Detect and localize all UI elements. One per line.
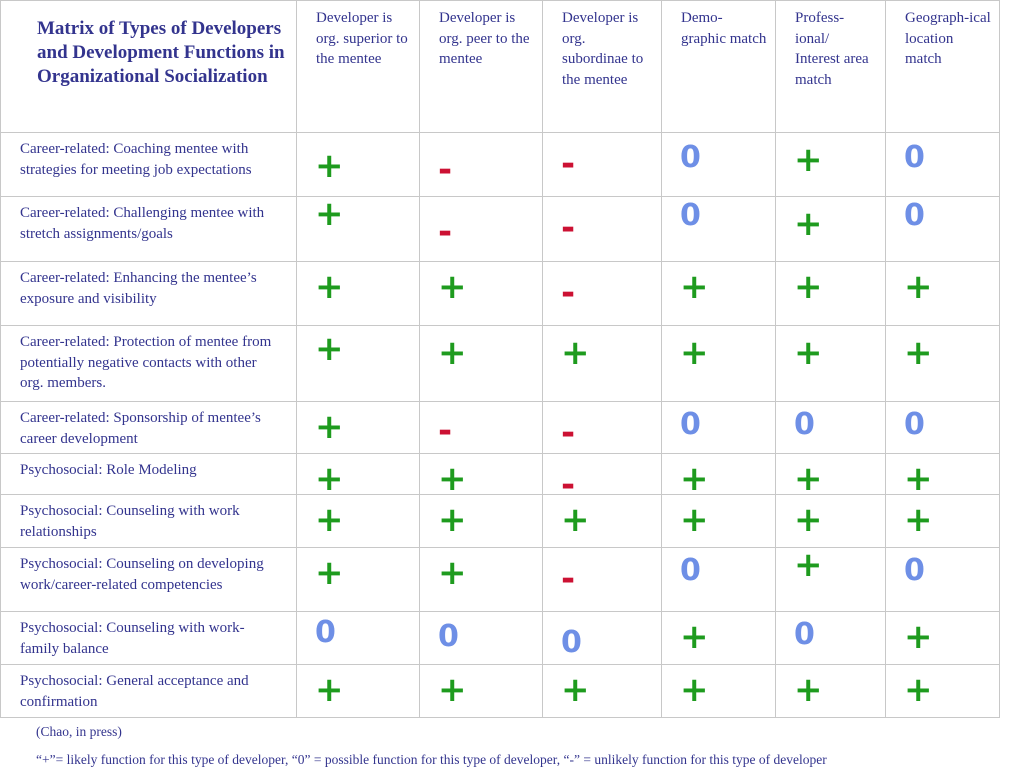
table-title: Matrix of Types of Developers and Development Functions in Organizational Socialization [1, 1, 297, 133]
rating-cell [543, 454, 662, 495]
possible-zero-mark: 0 [561, 625, 582, 660]
rating-cell [297, 454, 420, 495]
column-header: Profess-ional/ Interest area match [776, 1, 886, 133]
likely-plus-mark: + [561, 333, 590, 373]
rating-cell [662, 612, 776, 665]
row-label-cell [1, 548, 297, 612]
likely-plus-mark: + [794, 267, 823, 307]
likely-plus-mark: + [561, 500, 590, 540]
likely-plus-mark: + [315, 329, 344, 369]
rating-cell [420, 612, 543, 665]
column-header: Geograph-ical location match [886, 1, 1000, 133]
rating-cell [297, 548, 420, 612]
rating-cell [776, 454, 886, 495]
unlikely-minus-mark: - [561, 465, 576, 495]
rating-cell [886, 548, 1000, 612]
likely-plus-mark: + [794, 500, 823, 540]
rating-cell [543, 665, 662, 718]
possible-zero-mark: 0 [680, 553, 701, 588]
rating-cell [776, 402, 886, 454]
rating-cell [543, 262, 662, 326]
likely-plus-mark: + [438, 500, 467, 540]
rating-cell [543, 402, 662, 454]
possible-zero-mark: 0 [680, 407, 701, 442]
rating-cell [662, 133, 776, 197]
rating-cell [543, 612, 662, 665]
likely-plus-mark: + [904, 333, 933, 373]
rating-cell [776, 197, 886, 262]
row-label: Career-related: Challenging mentee with stretch assignments/goals [20, 205, 265, 242]
row-label: Psychosocial: Counseling with work-family balance [20, 620, 245, 657]
possible-zero-mark: 0 [904, 407, 925, 442]
likely-plus-mark: + [315, 267, 344, 307]
rating-cell [886, 454, 1000, 495]
table-row [1, 612, 1000, 665]
unlikely-minus-mark: - [561, 559, 576, 599]
table-row [1, 665, 1000, 718]
rating-cell [886, 262, 1000, 326]
rating-cell [420, 326, 543, 402]
likely-plus-mark: + [438, 670, 467, 710]
likely-plus-mark: + [680, 670, 709, 710]
column-header: Demo-graphic match [662, 1, 776, 133]
rating-cell [776, 262, 886, 326]
row-label-cell [1, 454, 297, 495]
likely-plus-mark: + [794, 459, 823, 495]
row-label-cell [1, 262, 297, 326]
row-label-cell [1, 402, 297, 454]
rating-cell [662, 495, 776, 548]
unlikely-minus-mark: - [438, 212, 453, 252]
likely-plus-mark: + [904, 459, 933, 495]
likely-plus-mark: + [680, 459, 709, 495]
rating-cell [420, 262, 543, 326]
rating-cell [420, 402, 543, 454]
likely-plus-mark: + [315, 670, 344, 710]
row-label: Career-related: Coaching mentee with strategies for meeting job expectations [20, 141, 252, 178]
likely-plus-mark: + [438, 333, 467, 373]
table-row [1, 262, 1000, 326]
rating-cell [776, 612, 886, 665]
unlikely-minus-mark: - [561, 273, 576, 313]
rating-cell [662, 548, 776, 612]
unlikely-minus-mark: - [561, 413, 576, 453]
rating-cell [543, 495, 662, 548]
likely-plus-mark: + [315, 553, 344, 593]
rating-cell [297, 402, 420, 454]
possible-zero-mark: 0 [680, 198, 701, 233]
rating-cell [776, 665, 886, 718]
likely-plus-mark: + [680, 333, 709, 373]
rating-cell [297, 262, 420, 326]
rating-cell [886, 402, 1000, 454]
possible-zero-mark: 0 [904, 553, 925, 588]
rating-cell [776, 495, 886, 548]
rating-cell [297, 495, 420, 548]
likely-plus-mark: + [904, 267, 933, 307]
rating-cell [543, 133, 662, 197]
rating-cell [886, 612, 1000, 665]
row-label-cell [1, 665, 297, 718]
unlikely-minus-mark: - [561, 208, 576, 248]
unlikely-minus-mark: - [438, 150, 453, 190]
row-label: Career-related: Sponsorship of mentee’s career development [20, 410, 261, 447]
likely-plus-mark: + [315, 407, 344, 447]
likely-plus-mark: + [904, 500, 933, 540]
rating-cell [776, 133, 886, 197]
possible-zero-mark: 0 [438, 619, 459, 654]
rating-cell [886, 326, 1000, 402]
rating-cell [662, 665, 776, 718]
rating-cell [886, 665, 1000, 718]
likely-plus-mark: + [315, 459, 344, 495]
unlikely-minus-mark: - [438, 411, 453, 451]
row-label-cell [1, 326, 297, 402]
rating-cell [776, 548, 886, 612]
rating-cell [420, 197, 543, 262]
rating-cell [420, 665, 543, 718]
likely-plus-mark: + [904, 670, 933, 710]
likely-plus-mark: + [438, 267, 467, 307]
unlikely-minus-mark: - [561, 144, 576, 184]
rating-cell [297, 612, 420, 665]
rating-cell [297, 133, 420, 197]
likely-plus-mark: + [904, 617, 933, 657]
likely-plus-mark: + [794, 670, 823, 710]
likely-plus-mark: + [438, 459, 467, 495]
table-row [1, 402, 1000, 454]
column-header: Developer is org. subordinae to the mentee [543, 1, 662, 133]
possible-zero-mark: 0 [794, 407, 815, 442]
row-label: Psychosocial: Role Modeling [20, 462, 197, 478]
row-label-cell [1, 197, 297, 262]
likely-plus-mark: + [794, 547, 823, 585]
row-label-cell [1, 495, 297, 548]
rating-cell [420, 548, 543, 612]
table-row [1, 197, 1000, 262]
likely-plus-mark: + [680, 500, 709, 540]
likely-plus-mark: + [315, 196, 344, 234]
possible-zero-mark: 0 [680, 140, 701, 175]
rating-cell [297, 197, 420, 262]
likely-plus-mark: + [561, 670, 590, 710]
row-label: Psychosocial: General acceptance and confirmation [20, 673, 249, 710]
likely-plus-mark: + [794, 333, 823, 373]
rating-cell [297, 326, 420, 402]
likely-plus-mark: + [680, 267, 709, 307]
rating-cell [662, 326, 776, 402]
rating-cell [776, 326, 886, 402]
row-label: Career-related: Enhancing the mentee’s exposure and visibility [20, 270, 257, 307]
possible-zero-mark: 0 [794, 617, 815, 652]
column-header: Developer is org. superior to the mentee [297, 1, 420, 133]
rating-cell [662, 197, 776, 262]
column-header: Developer is org. peer to the mentee [420, 1, 543, 133]
likely-plus-mark: + [680, 617, 709, 657]
row-label: Career-related: Protection of mentee from potentially negative contacts with other org. members. [20, 334, 272, 391]
rating-cell [420, 495, 543, 548]
row-label-cell [1, 612, 297, 665]
rating-cell [297, 665, 420, 718]
header-row [1, 1, 1000, 133]
table-row [1, 548, 1000, 612]
likely-plus-mark: + [794, 140, 823, 180]
rating-cell [543, 197, 662, 262]
rating-cell [886, 495, 1000, 548]
table-row [1, 326, 1000, 402]
rating-cell [543, 326, 662, 402]
row-label: Psychosocial: Counseling with work relationships [20, 503, 240, 540]
likely-plus-mark: + [315, 146, 344, 186]
possible-zero-mark: 0 [315, 615, 336, 650]
rating-cell [420, 133, 543, 197]
row-label: Psychosocial: Counseling on developing work/career-related competencies [20, 556, 264, 593]
rating-cell [886, 197, 1000, 262]
row-label-cell [1, 133, 297, 197]
symbol-legend: “+”= likely function for this type of developer, “0” = possible function for this type of developer, “-” = unlikely function for this type of developer [36, 752, 827, 767]
table-row [1, 133, 1000, 197]
rating-cell [662, 262, 776, 326]
likely-plus-mark: + [794, 204, 823, 244]
rating-cell [543, 548, 662, 612]
rating-cell [662, 402, 776, 454]
rating-cell [420, 454, 543, 495]
likely-plus-mark: + [315, 500, 344, 540]
rating-cell [886, 133, 1000, 197]
citation-caption: (Chao, in press) [36, 724, 122, 739]
likely-plus-mark: + [438, 553, 467, 593]
table-row [1, 495, 1000, 548]
rating-cell [662, 454, 776, 495]
possible-zero-mark: 0 [904, 198, 925, 233]
table-row [1, 454, 1000, 495]
possible-zero-mark: 0 [904, 140, 925, 175]
